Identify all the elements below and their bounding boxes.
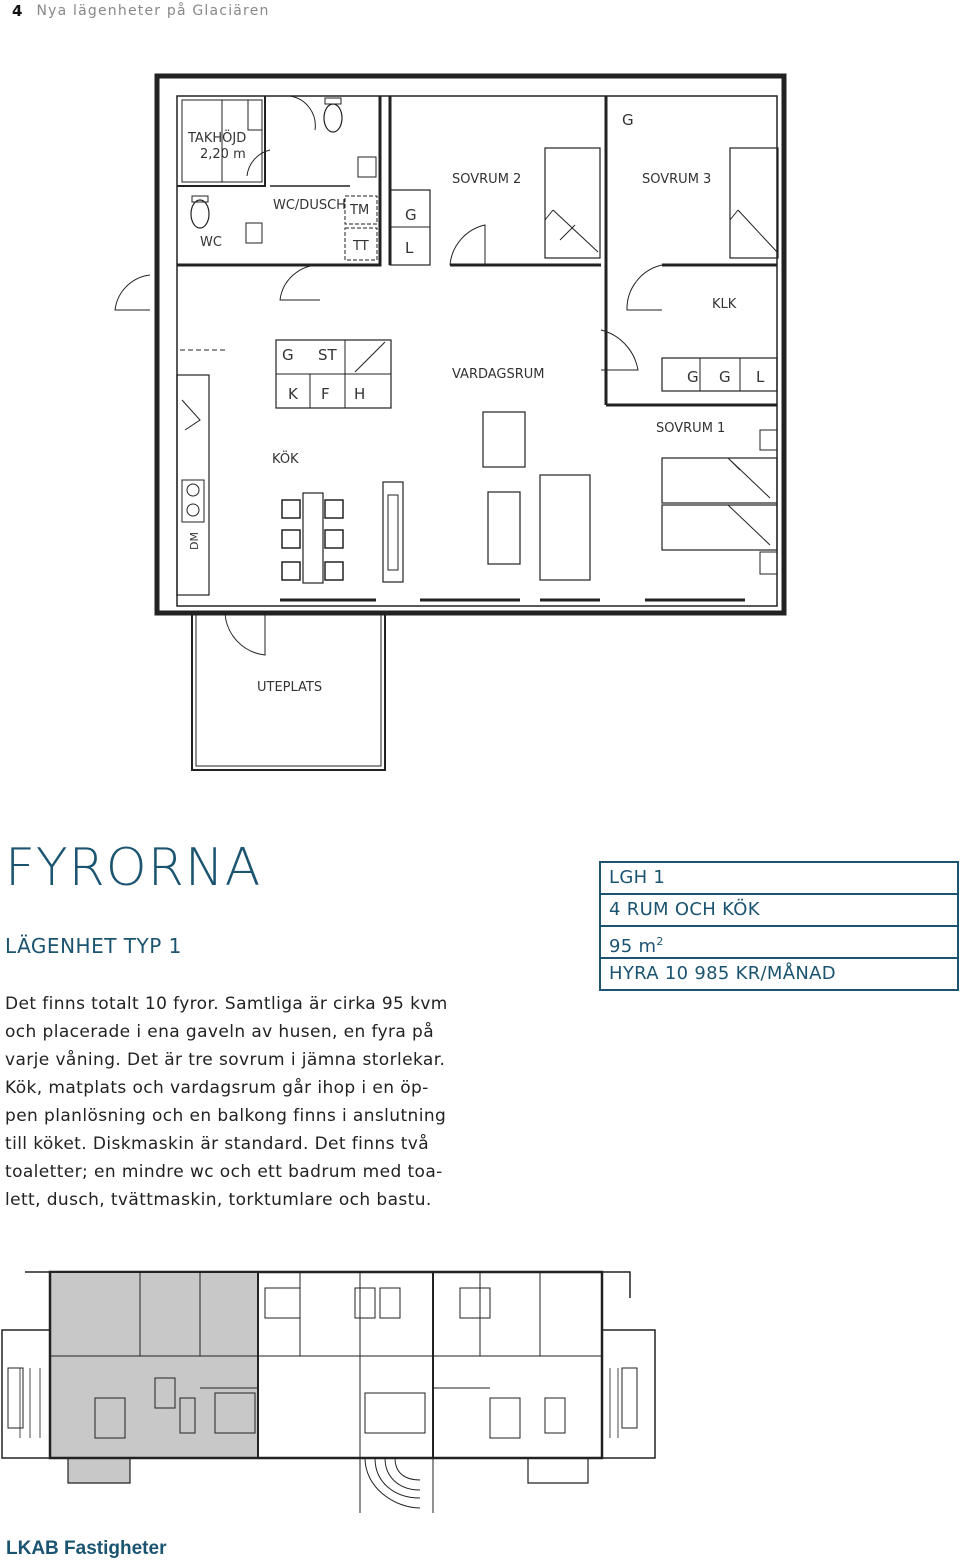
label-f: F bbox=[321, 385, 330, 403]
label-wc-dusch: WC/DUSCH bbox=[273, 198, 346, 213]
page-number: 4 bbox=[12, 2, 23, 20]
label-kok: KÖK bbox=[272, 452, 299, 467]
description-line: till köket. Diskmaskin är standard. Det finns två bbox=[5, 1134, 430, 1154]
label-vardagsrum: VARDAGSRUM bbox=[452, 367, 545, 382]
label-g-top: G bbox=[622, 111, 634, 129]
label-h: H bbox=[354, 385, 366, 403]
label-g1: G bbox=[687, 368, 699, 386]
label-sovrum3: SOVRUM 3 bbox=[642, 172, 712, 187]
label-g2: G bbox=[719, 368, 731, 386]
label-takhojd-value: 2,20 m bbox=[200, 147, 246, 162]
label-wc: WC bbox=[200, 235, 222, 250]
label-takhojd: TAKHÖJD bbox=[188, 131, 247, 146]
label-sovrum2: SOVRUM 2 bbox=[452, 172, 522, 187]
description-line: pen planlösning och en balkong finns i anslutning bbox=[5, 1106, 447, 1126]
apartment-info-box bbox=[599, 861, 959, 991]
label-k: K bbox=[288, 385, 298, 403]
page-title: FYRORNA bbox=[5, 838, 262, 898]
description-line: toaletter; en mindre wc och ett badrum med toa- bbox=[5, 1162, 443, 1182]
description-line: lett, dusch, tvättmaskin, torktumlare och bastu. bbox=[5, 1190, 432, 1210]
building-overview-plan bbox=[0, 1268, 960, 1530]
info-area-sup: 2 bbox=[656, 935, 664, 948]
label-tt: TT bbox=[353, 239, 369, 254]
label-l-hall: L bbox=[405, 239, 414, 257]
info-apartment: LGH 1 bbox=[601, 863, 957, 895]
room-labels bbox=[187, 111, 765, 695]
label-st: ST bbox=[318, 346, 337, 364]
page-subtitle: LÄGENHET TYP 1 bbox=[5, 934, 182, 958]
highlighted-apartment bbox=[50, 1274, 258, 1483]
footer-brand: LKAB Fastigheter bbox=[6, 1538, 167, 1559]
label-klk: KLK bbox=[712, 297, 737, 312]
description bbox=[5, 990, 475, 1214]
description-line: varje våning. Det är tre sovrum i jämna storlekar. bbox=[5, 1050, 446, 1070]
label-g-kitchen: G bbox=[282, 346, 294, 364]
description-line: Det finns totalt 10 fyror. Samtliga är cirka 95 kvm bbox=[5, 994, 448, 1014]
label-dm: DM bbox=[188, 532, 201, 550]
info-area-value: 95 m bbox=[609, 936, 657, 957]
label-l1: L bbox=[756, 368, 765, 386]
description-line: Kök, matplats och vardagsrum går ihop i en öp- bbox=[5, 1078, 429, 1098]
label-uteplats: UTEPLATS bbox=[257, 680, 323, 695]
info-area bbox=[601, 927, 957, 959]
description-line: och placerade i ena gaveln av husen, en fyra på bbox=[5, 1022, 435, 1042]
info-rent: HYRA 10 985 KR/MÅNAD bbox=[609, 963, 836, 984]
header-title: Nya lägenheter på Glaciären bbox=[36, 3, 270, 19]
label-sovrum1: SOVRUM 1 bbox=[656, 421, 726, 436]
info-rooms: 4 RUM OCH KÖK bbox=[601, 895, 957, 927]
label-g-hall: G bbox=[405, 206, 417, 224]
label-tm: TM bbox=[350, 203, 370, 218]
